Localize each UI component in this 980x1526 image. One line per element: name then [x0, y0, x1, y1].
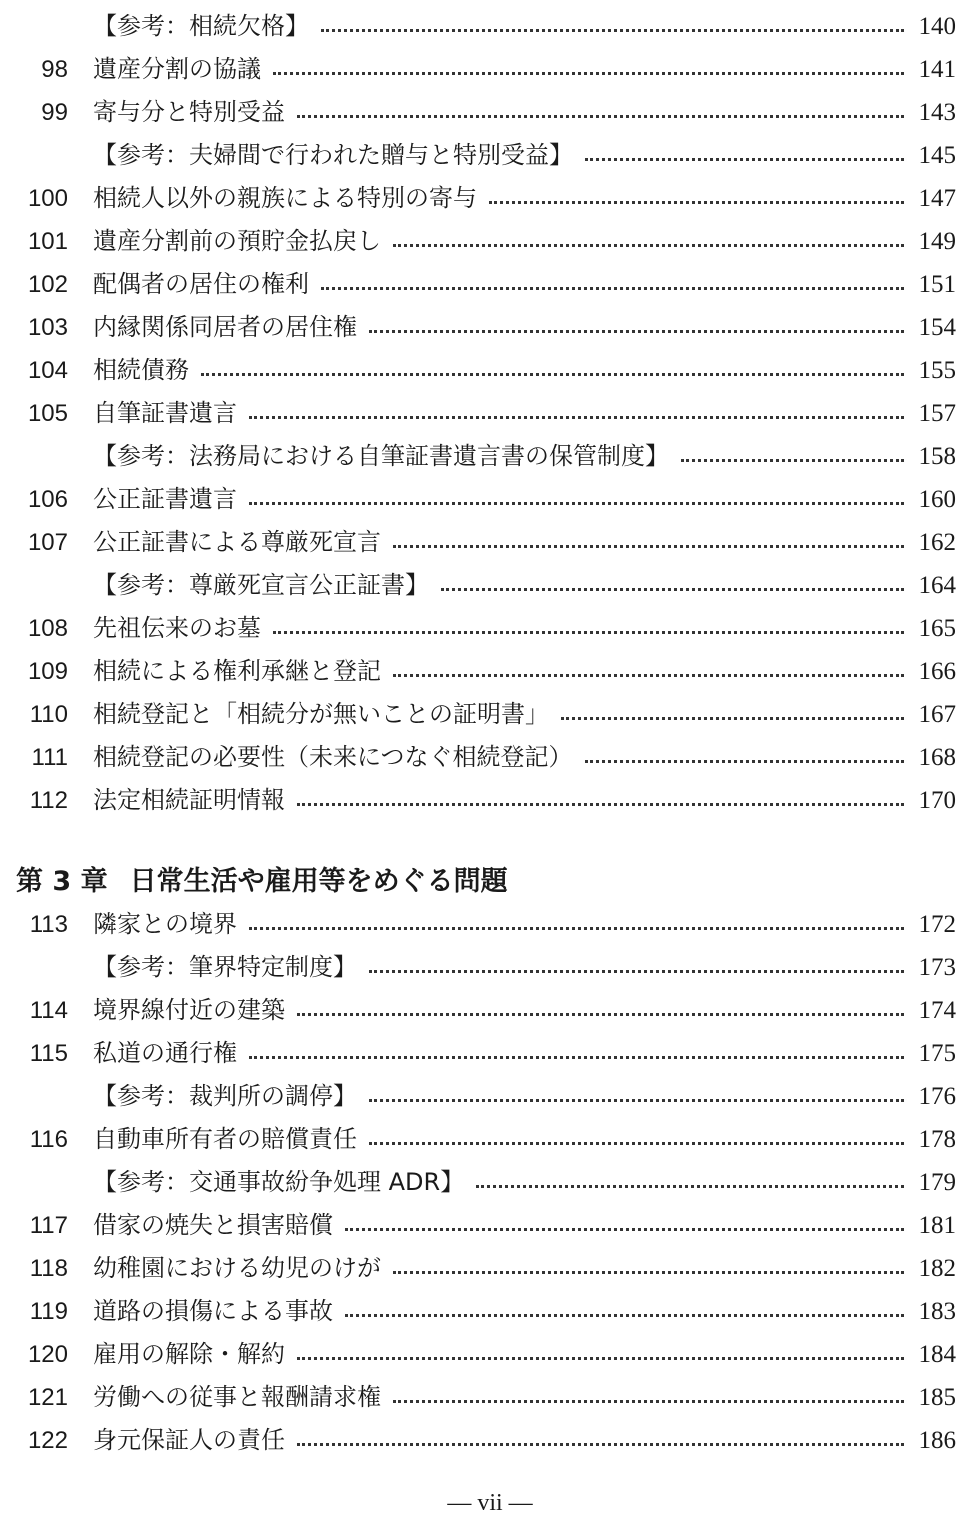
toc-reference-entry: [0, 134, 980, 177]
entry-page-number: 164: [918, 572, 956, 599]
entry-page-number: 172: [918, 911, 956, 938]
entry-number: 107: [27, 529, 68, 556]
toc-entry: [0, 989, 980, 1032]
entry-title: 隣家との境界: [93, 910, 237, 938]
toc-entry: [0, 306, 980, 349]
entry-number: 116: [29, 1126, 68, 1153]
toc-entry: [0, 91, 980, 134]
dot-leader: [681, 459, 904, 462]
entry-page-number: 141: [918, 56, 956, 83]
entry-title: 【参考：夫婦間で行われた贈与と特別受益】: [93, 141, 573, 169]
entry-page-number: 175: [918, 1040, 956, 1067]
dot-leader: [561, 717, 904, 720]
entry-title: 【参考：筆界特定制度】: [93, 953, 357, 981]
entry-title: 【参考：尊厳死宣言公正証書】: [93, 571, 429, 599]
dot-leader: [393, 545, 904, 548]
toc-reference-entry: [0, 564, 980, 607]
entry-title: 法定相続証明情報: [93, 786, 285, 814]
dot-leader: [297, 803, 904, 806]
dot-leader: [393, 1400, 904, 1403]
dot-leader: [393, 1271, 904, 1274]
toc-entry: [0, 693, 980, 736]
toc-reference-entry: [0, 435, 980, 478]
entry-number: 99: [41, 99, 68, 126]
dot-leader: [489, 201, 904, 204]
toc-entry: [0, 1204, 980, 1247]
entry-number: 120: [27, 1341, 68, 1368]
dot-leader: [249, 502, 904, 505]
entry-title: 内縁関係同居者の居住権: [93, 313, 357, 341]
dot-leader: [273, 72, 904, 75]
entry-number: 101: [27, 228, 68, 255]
dot-leader: [369, 1142, 904, 1145]
entry-number: 121: [27, 1384, 68, 1411]
entry-title: 【参考：裁判所の調停】: [93, 1082, 357, 1110]
dot-leader: [297, 1357, 904, 1360]
entry-title: 公正証書遺言: [93, 485, 237, 513]
toc-reference-entry: [0, 946, 980, 989]
page-folio: — vii —: [447, 1490, 533, 1516]
dot-leader: [476, 1185, 904, 1188]
toc-entry: [0, 1376, 980, 1419]
entry-number: 98: [41, 56, 68, 83]
dot-leader: [345, 1228, 904, 1231]
entry-number: 110: [29, 701, 68, 728]
entry-page-number: 174: [918, 997, 956, 1024]
entry-title: 相続による権利承継と登記: [93, 657, 381, 685]
dot-leader: [273, 631, 904, 634]
entry-number: 100: [27, 185, 68, 212]
entry-page-number: 157: [918, 400, 956, 427]
entry-page-number: 170: [918, 787, 956, 814]
dot-leader: [585, 760, 904, 763]
entry-page-number: 168: [918, 744, 956, 771]
entry-title: 遺産分割の協議: [93, 55, 261, 83]
toc-reference-entry: [0, 5, 980, 48]
entry-page-number: 176: [918, 1083, 956, 1110]
dot-leader: [249, 927, 904, 930]
entry-number: 118: [29, 1255, 68, 1282]
toc-entry: [0, 1032, 980, 1075]
entry-title: 寄与分と特別受益: [93, 98, 285, 126]
entry-page-number: 173: [918, 954, 956, 981]
dot-leader: [297, 115, 904, 118]
dot-leader: [393, 674, 904, 677]
entry-number: 109: [27, 658, 68, 685]
toc-entry: [0, 779, 980, 822]
chapter-heading: [16, 860, 508, 904]
toc-reference-entry: [0, 1161, 980, 1204]
entry-title: 【参考：相続欠格】: [93, 12, 309, 40]
toc-entry: [0, 1247, 980, 1290]
entry-page-number: 186: [918, 1427, 956, 1454]
entry-page-number: 149: [918, 228, 956, 255]
dot-leader: [249, 416, 904, 419]
entry-title: 相続債務: [93, 356, 189, 384]
entry-number: 111: [31, 744, 68, 771]
toc-entry: [0, 1419, 980, 1462]
entry-title: 相続登記と「相続分が無いことの証明書」: [93, 700, 549, 728]
entry-page-number: 158: [918, 443, 956, 470]
entry-title: 労働への従事と報酬請求権: [93, 1383, 381, 1411]
toc-entry: [0, 736, 980, 779]
entry-number: 102: [27, 271, 68, 298]
entry-page-number: 154: [918, 314, 956, 341]
entry-title: 幼稚園における幼児のけが: [93, 1254, 381, 1282]
entry-title: 境界線付近の建築: [93, 996, 285, 1024]
toc-entry: [0, 177, 980, 220]
dot-leader: [393, 244, 904, 247]
toc-entry: [0, 349, 980, 392]
dot-leader: [441, 588, 904, 591]
toc-section-daily-life: [0, 903, 980, 1462]
entry-title: 遺産分割前の預貯金払戻し: [93, 227, 381, 255]
entry-page-number: 145: [918, 142, 956, 169]
entry-page-number: 143: [918, 99, 956, 126]
dot-leader: [345, 1314, 904, 1317]
entry-number: 108: [27, 615, 68, 642]
dot-leader: [201, 373, 904, 376]
dot-leader: [585, 158, 904, 161]
toc-entry: [0, 1118, 980, 1161]
dot-leader: [321, 29, 904, 32]
entry-number: 104: [27, 357, 68, 384]
toc-entry: [0, 478, 980, 521]
entry-number: 115: [29, 1040, 68, 1067]
dot-leader: [369, 330, 904, 333]
entry-number: 112: [29, 787, 68, 814]
entry-page-number: 181: [918, 1212, 956, 1239]
entry-title: 相続人以外の親族による特別の寄与: [93, 184, 477, 212]
toc-entry: [0, 903, 980, 946]
dot-leader: [297, 1013, 904, 1016]
entry-title: 【参考：交通事故紛争処理 ADR】: [93, 1168, 465, 1196]
entry-title: 身元保証人の責任: [93, 1426, 285, 1454]
toc-entry: [0, 1333, 980, 1376]
toc-entry: [0, 1290, 980, 1333]
entry-page-number: 147: [918, 185, 956, 212]
chapter-label: 第 3 章: [16, 866, 108, 897]
dot-leader: [297, 1443, 904, 1446]
toc-entry: [0, 48, 980, 91]
entry-page-number: 185: [918, 1384, 956, 1411]
entry-page-number: 140: [918, 13, 956, 40]
entry-title: 相続登記の必要性（未来につなぐ相続登記）: [93, 743, 573, 771]
entry-page-number: 166: [918, 658, 956, 685]
toc-entry: [0, 263, 980, 306]
entry-number: 106: [27, 486, 68, 513]
entry-page-number: 183: [918, 1298, 956, 1325]
dot-leader: [321, 287, 904, 290]
toc-section-inheritance: [0, 5, 980, 822]
entry-page-number: 151: [918, 271, 956, 298]
chapter-title: 日常生活や雇用等をめぐる問題: [129, 866, 508, 897]
entry-title: 自筆証書遺言: [93, 399, 237, 427]
entry-title: 私道の通行権: [93, 1039, 237, 1067]
entry-title: 借家の焼失と損害賠償: [93, 1211, 333, 1239]
entry-page-number: 155: [918, 357, 956, 384]
toc-entry: [0, 220, 980, 263]
entry-number: 122: [27, 1427, 68, 1454]
dot-leader: [249, 1056, 904, 1059]
entry-number: 114: [29, 997, 68, 1024]
entry-title: 公正証書による尊厳死宣言: [93, 528, 381, 556]
entry-title: 先祖伝来のお墓: [93, 614, 261, 642]
entry-page-number: 182: [918, 1255, 956, 1282]
toc-entry: [0, 607, 980, 650]
entry-number: 119: [29, 1298, 68, 1325]
toc-entry: [0, 521, 980, 564]
entry-title: 自動車所有者の賠償責任: [93, 1125, 357, 1153]
entry-page-number: 167: [918, 701, 956, 728]
entry-number: 113: [29, 911, 68, 938]
entry-number: 105: [27, 400, 68, 427]
entry-title: 道路の損傷による事故: [93, 1297, 333, 1325]
dot-leader: [369, 1099, 904, 1102]
entry-page-number: 165: [918, 615, 956, 642]
entry-title: 【参考：法務局における自筆証書遺言書の保管制度】: [93, 442, 669, 470]
entry-page-number: 179: [918, 1169, 956, 1196]
toc-reference-entry: [0, 1075, 980, 1118]
entry-title: 配偶者の居住の権利: [93, 270, 309, 298]
entry-page-number: 162: [918, 529, 956, 556]
toc-entry: [0, 650, 980, 693]
entry-number: 117: [29, 1212, 68, 1239]
toc-entry: [0, 392, 980, 435]
entry-page-number: 160: [918, 486, 956, 513]
entry-number: 103: [27, 314, 68, 341]
entry-page-number: 178: [918, 1126, 956, 1153]
entry-page-number: 184: [918, 1341, 956, 1368]
dot-leader: [369, 970, 904, 973]
entry-title: 雇用の解除・解約: [93, 1340, 285, 1368]
